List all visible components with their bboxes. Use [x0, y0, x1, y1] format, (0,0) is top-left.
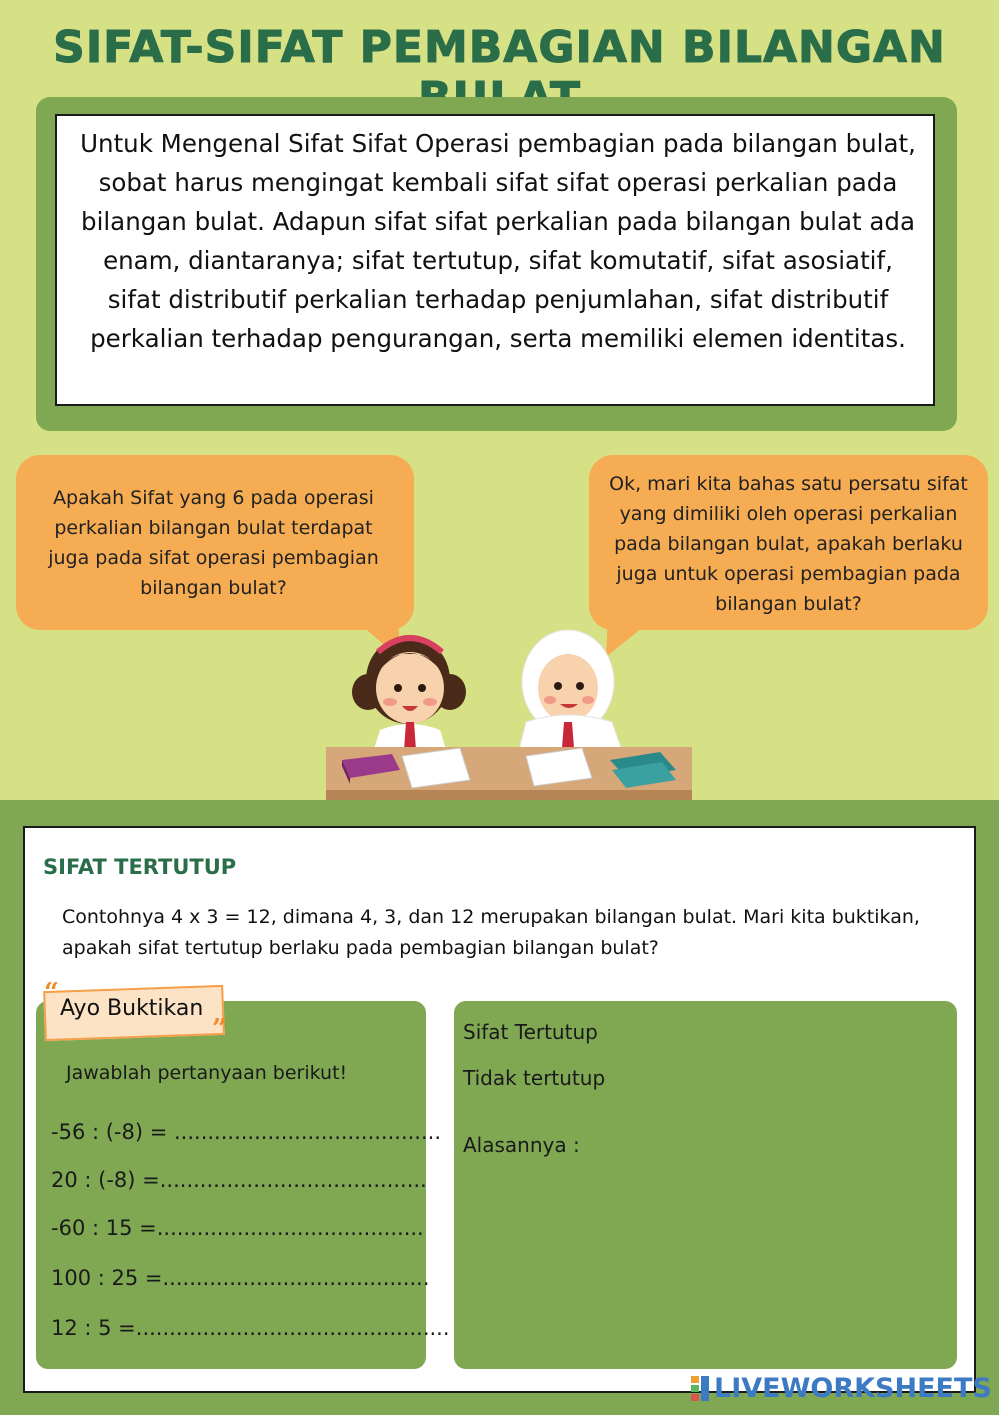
option-closed[interactable]: Sifat Tertutup	[463, 1020, 598, 1044]
students-illustration	[320, 612, 700, 804]
page-title: SIFAT-SIFAT PEMBAGIAN BILANGAN	[53, 22, 946, 73]
reason-label: Alasannya :	[463, 1133, 580, 1157]
proof-label: Ayo Buktikan	[60, 996, 204, 1021]
section-text: Contohnya 4 x 3 = 12, dimana 4, 3, dan 12 merupakan bilangan bulat. Mari kita buktikan, apakah sifat tertutup berlaku pada pembagian bilangan bulat?	[62, 906, 920, 959]
speech-bubble-left-text: Apakah Sifat yang 6 pada operasi perkalian bilangan bulat terdapat juga pada sifat operasi pembagian bilangan bulat?	[48, 487, 379, 599]
proof-instruction: Jawablah pertanyaan berikut!	[66, 1062, 348, 1084]
option-not-closed[interactable]: Tidak tertutup	[463, 1066, 606, 1090]
question-4[interactable]: 100 : 25 =........................................	[51, 1266, 430, 1290]
question-1[interactable]: -56 : (-8) = ........................................	[51, 1120, 442, 1144]
question-5[interactable]: 12 : 5 =...............................................	[51, 1316, 450, 1340]
intro-text: Untuk Mengenal Sifat Sifat Operasi pembagian pada bilangan bulat, sobat harus mengingat kembali sifat sifat operasi perkalian pada bilangan bulat. Adapun sifat sifat perkalian pada bilangan bulat ada enam, diantaranya; sifat tertutup, sifat komutatif, sifat asosiatif, sifat distributif perkalian terhadap penjumlahan, sifat distributif perkalian terhadap pengurangan, serta memiliki elemen identitas.	[80, 129, 916, 353]
speech-bubble-right-text: Ok, mari kita bahas satu persatu sifat yang dimiliki oleh operasi perkalian pada bilangan bulat, apakah berlaku juga untuk operasi pembagian pada bilangan bulat?	[609, 473, 968, 615]
question-2[interactable]: 20 : (-8) =........................................	[51, 1168, 427, 1192]
section-title: SIFAT TERTUTUP	[43, 855, 237, 879]
answer-box	[454, 1001, 957, 1369]
question-3[interactable]: -60 : 15 =........................................	[51, 1216, 424, 1240]
close-quote-icon: ”	[212, 1014, 227, 1044]
open-quote-icon: “	[44, 978, 59, 1008]
liveworksheets-logo-icon	[691, 1376, 709, 1402]
watermark: LIVEWORKSHEETS	[714, 1373, 992, 1404]
